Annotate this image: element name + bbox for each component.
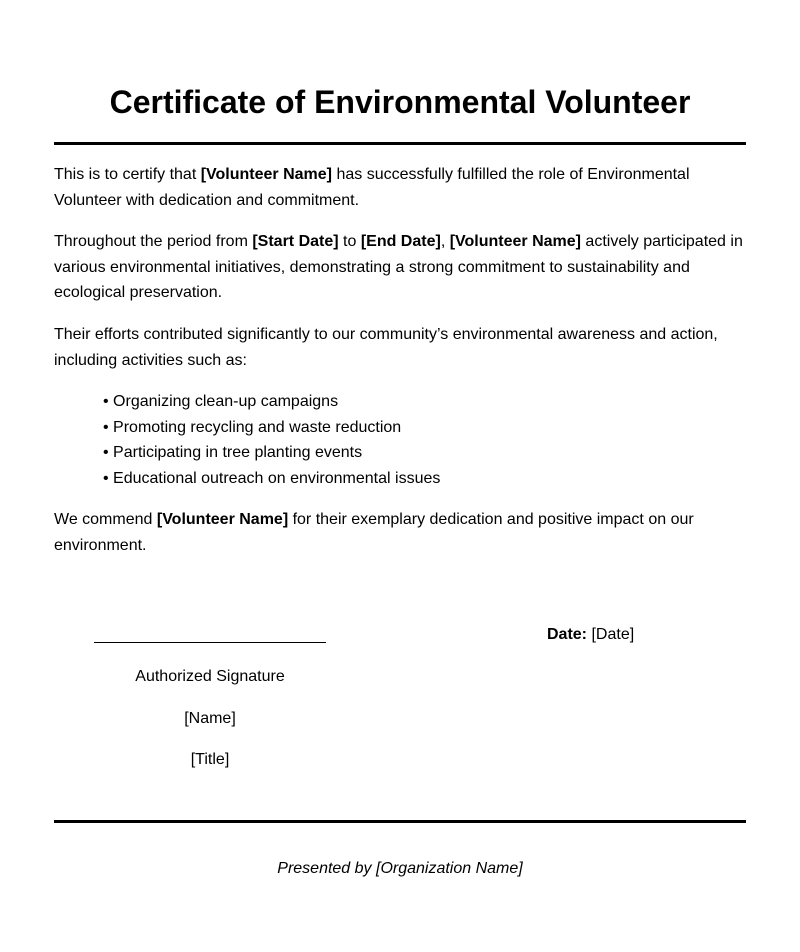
certification-paragraph [54,162,754,213]
paragraph-text: for their exemplary dedication and positive impact on our environment. [54,511,694,554]
signer-name-placeholder: [Name] [184,710,236,727]
signature-line [94,642,326,643]
paragraph-text: Throughout the period from [54,233,253,250]
signature-label: Authorized Signature [135,668,285,685]
period-paragraph [54,229,754,306]
bottom-divider [54,820,746,823]
start-date-placeholder: [Start Date] [252,233,339,250]
signer-title-placeholder: [Title] [190,751,230,768]
list-item: • Promoting recycling and waste reduction [103,415,440,441]
paragraph-text: Their efforts contributed significantly to our community’s environmental awareness and action, including activities such as: [54,326,718,369]
list-item: • Educational outreach on environmental issues [103,466,440,492]
paragraph-text: We commend [54,511,157,528]
date-placeholder: [Date] [591,626,635,643]
date-block [547,625,634,645]
volunteer-name-placeholder: [Volunteer Name] [156,511,289,528]
activities-list [103,389,440,491]
top-divider [54,142,746,145]
commendation-paragraph [54,507,754,558]
list-item: • Organizing clean-up campaigns [103,389,440,415]
list-item: • Participating in tree planting events [103,440,440,466]
paragraph-text: , [440,233,450,250]
volunteer-name-placeholder: [Volunteer Name] [200,166,332,183]
paragraph-text: actively participated in various environmental initiatives, demonstrating a strong commitment to sustainability and ecological preservation. [54,233,743,301]
certificate-title: Certificate of Environmental Volunteer [109,84,691,120]
end-date-placeholder: [End Date] [360,233,441,250]
efforts-paragraph [54,322,754,373]
date-label: Date: [547,626,588,643]
paragraph-text: has successfully fulfilled the role of Environmental Volunteer with dedication and commitment. [54,166,690,209]
volunteer-name-placeholder: [Volunteer Name] [449,233,581,250]
paragraph-text: This is to certify that [54,166,201,183]
paragraph-text: to [338,233,361,250]
presented-by-footer: Presented by [Organization Name] [277,860,523,877]
